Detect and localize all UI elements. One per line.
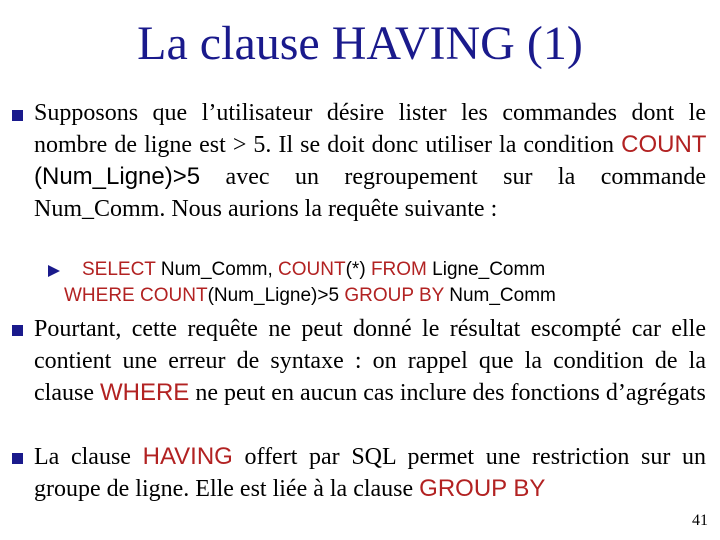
paragraph-1	[34, 97, 706, 225]
sql-from: FROM	[370, 259, 427, 280]
sql-count: COUNT	[278, 259, 346, 280]
paragraph-2	[34, 313, 706, 409]
p3-text-2: offert par SQL permet une restriction sur un groupe de ligne. Elle est liée à la clause	[34, 444, 707, 502]
sql-line-2	[64, 283, 704, 309]
sql-table: Ligne_Comm	[426, 259, 546, 280]
bullet-square-icon	[12, 110, 23, 121]
p3-text-1: La clause	[34, 444, 143, 470]
sql-group-by: GROUP BY	[344, 285, 444, 306]
p1-num-ligne: (Num_Ligne)>5	[34, 163, 201, 190]
sql-cond: (Num_Ligne)>5	[207, 285, 345, 306]
paragraph-3	[34, 441, 706, 505]
p3-having-keyword: HAVING	[142, 443, 233, 470]
sql-line-1	[64, 257, 704, 283]
p2-text-2: ne peut en aucun cas inclure des fonctions d’agrégats	[189, 380, 706, 406]
bullet-square-icon	[12, 453, 23, 464]
sql-query	[64, 257, 704, 309]
p3-group-by-keyword: GROUP BY	[419, 475, 546, 502]
p2-where-keyword: WHERE	[99, 379, 190, 406]
p2-text-1: Pourtant, cette requête ne peut donné le résultat escompté car elle contient une erreur de syntaxe : on rappel que la condition de la clause	[34, 316, 706, 406]
p1-count-keyword: COUNT	[621, 131, 706, 158]
slide-title: La clause HAVING (1)	[137, 17, 583, 70]
sql-num-comm: Num_Comm,	[155, 259, 279, 280]
p1-text-2: avec un regroupement sur la commande Num_Comm. Nous aurions la requête suivante :	[34, 164, 706, 222]
arrow-bullet-icon	[48, 265, 60, 277]
sql-star: (*)	[345, 259, 371, 280]
bullet-square-icon	[12, 325, 23, 336]
p1-text-1: Supposons que l’utilisateur désire lister les commandes dont le nombre de ligne est > 5. Il se doit donc utiliser la condition	[34, 100, 706, 158]
page-number: 41	[692, 512, 708, 529]
sql-group-col: Num_Comm	[443, 285, 556, 306]
sql-select: SELECT	[82, 259, 156, 280]
sql-where-count: WHERE COUNT	[64, 285, 208, 306]
